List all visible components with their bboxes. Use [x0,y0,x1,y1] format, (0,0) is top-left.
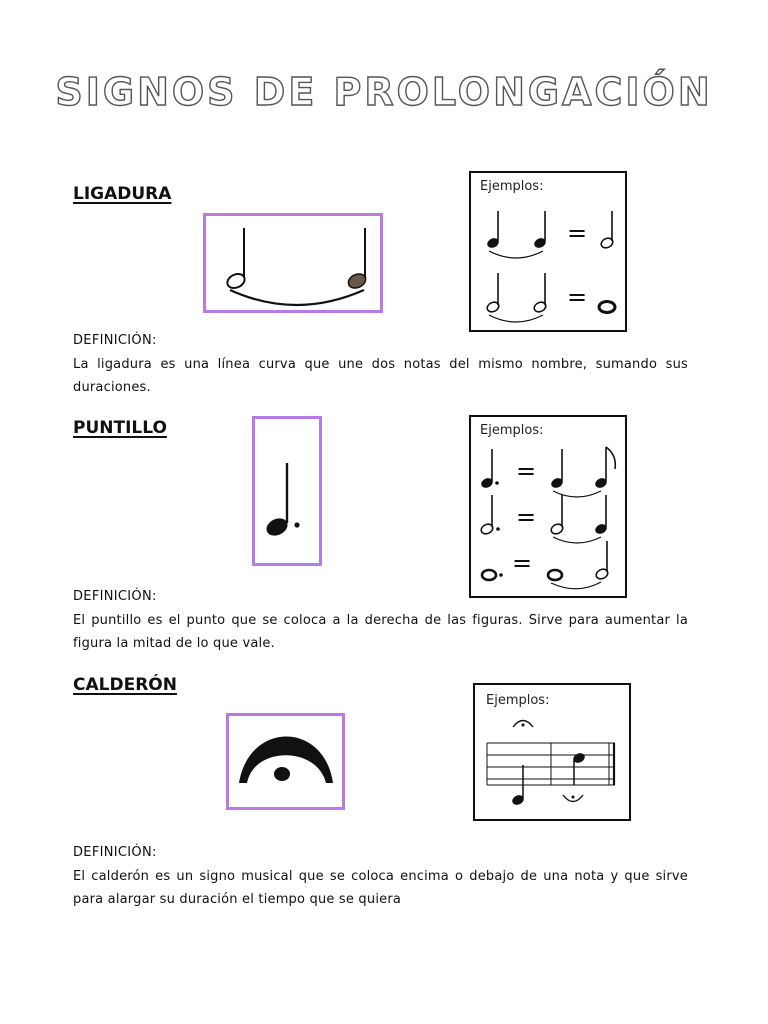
equals-sign: = [567,283,588,311]
equals-sign: = [516,457,537,485]
fermata-symbol-box [226,713,345,810]
definition-label: DEFINICIÓN: [73,589,157,604]
definition-text: El calderón es un signo musical que se coloca encima o debajo de una nota y que sirve para alargar su duración el tiempo que se quiera [73,869,688,907]
equals-sign: = [567,219,588,247]
equals-sign: = [512,549,533,577]
examples-label: Ejemplos: [486,693,550,708]
definition-text: El puntillo es el punto que se coloca a la derecha de las figuras. Sirve para aumentar la figura la mitad de lo que vale. [73,613,688,651]
puntillo-examples-box [469,415,627,598]
ligadura-examples-box [469,171,627,332]
definition-label: DEFINICIÓN: [73,845,157,860]
examples-label: Ejemplos: [480,423,544,438]
puntillo-examples-notation [471,417,629,600]
fermata-icon [229,716,348,813]
definition-text: La ligadura es una línea curva que une dos notas del mismo nombre, sumando sus duraciones. [73,357,688,395]
dotted-note-icon [255,419,325,569]
section-heading-ligadura: LIGADURA [73,184,172,204]
section-heading-calderon: CALDERÓN [73,675,177,695]
dotted-note-symbol-box [252,416,322,566]
tie-symbol-box [203,213,383,313]
examples-label: Ejemplos: [480,179,544,194]
calderon-examples-notation [475,685,633,823]
section-heading-puntillo: PUNTILLO [73,418,167,438]
calderon-examples-box [473,683,631,821]
tie-icon [206,216,386,316]
definition-label: DEFINICIÓN: [73,333,157,348]
page-title: SIGNOS DE PROLONGACIÓN [55,70,713,114]
equals-sign: = [516,503,537,531]
ligadura-examples-notation [471,173,629,334]
